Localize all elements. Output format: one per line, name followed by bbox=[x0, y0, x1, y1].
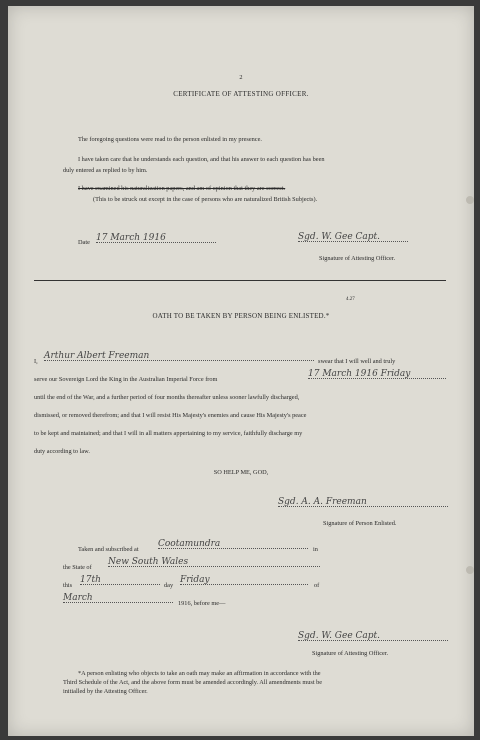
enlistee-name: Arthur Albert Freeman bbox=[44, 352, 314, 361]
weekday-value: Friday bbox=[180, 576, 308, 585]
oath-line6: duty according to law. bbox=[34, 448, 90, 455]
enlistment-date: 17 March 1916 Friday bbox=[308, 370, 446, 379]
struck-naturalization-line: I have examined his naturalization papers, and am of opinion that they are correct. bbox=[78, 185, 286, 192]
day-value: 17th bbox=[80, 576, 160, 585]
oath-closing: SO HELP ME, GOD, bbox=[213, 469, 269, 476]
signature-label: Signature of Attesting Officer. bbox=[319, 255, 396, 262]
day-label: day bbox=[164, 582, 174, 589]
oath-line3: until the end of the War, and a further period of four months thereafter unless sooner lawfully discharged, bbox=[34, 394, 300, 401]
oath-line4: dismissed, or removed therefrom; and that I will resist His Majesty's enemies and cause His Majesty's peace bbox=[34, 412, 307, 419]
section-divider bbox=[34, 280, 446, 281]
strike-out-note: (This to be struck out except in the case of persons who are naturalized British Subjects). bbox=[93, 196, 318, 203]
enlistment-place: Cootamundra bbox=[158, 540, 308, 549]
footnote-line1: *A person enlisting who objects to take an oath may make an affirmation in accordance with the bbox=[78, 670, 321, 677]
certificate-para2-line1: I have taken care that he understands each question, and that his answer to each question has been bbox=[78, 156, 325, 163]
attestation-page bbox=[8, 6, 474, 736]
oath-line1-end: swear that I will well and truly bbox=[318, 358, 396, 365]
state-label: the State of bbox=[63, 564, 92, 571]
attesting-officer-label: Signature of Attesting Officer. bbox=[312, 650, 389, 657]
punch-hole bbox=[466, 566, 474, 574]
certificate-para2-line2: duly entered as replied to by him. bbox=[63, 167, 148, 174]
person-signature: Sgd. A. A. Freeman bbox=[278, 498, 448, 507]
this-label: this bbox=[63, 582, 73, 589]
certificate-para1: The foregoing questions were read to the person enlisted in my presence. bbox=[78, 136, 262, 143]
attesting-officer-signature: Sgd. W. Gee Capt. bbox=[298, 632, 448, 641]
date-value: 17 March 1916 bbox=[96, 234, 216, 243]
footnote-line3: initialled by the Attesting Officer. bbox=[63, 688, 148, 695]
page-number: 2 bbox=[239, 74, 243, 81]
certificate-title: CERTIFICATE OF ATTESTING OFFICER. bbox=[173, 90, 309, 98]
footnote-line2: Third Schedule of the Act, and the above form must be amended accordingly. All amendments must be bbox=[63, 679, 323, 686]
margin-note: 4.27 bbox=[346, 297, 355, 302]
punch-hole bbox=[466, 196, 474, 204]
oath-line2: serve our Sovereign Lord the King in the Australian Imperial Force from bbox=[34, 376, 218, 383]
officer-signature: Sgd. W. Gee Capt. bbox=[298, 233, 408, 242]
oath-line5: to be kept and maintained; and that I will in all matters appertaining to my service, faithfully discharge my bbox=[34, 430, 303, 437]
oath-title: OATH TO BE TAKEN BY PERSON BEING ENLISTED.* bbox=[152, 312, 330, 320]
date-label: Date bbox=[78, 239, 90, 246]
state-value: New South Wales bbox=[108, 558, 320, 567]
person-signature-label: Signature of Person Enlisted. bbox=[323, 520, 397, 527]
month-value: March bbox=[63, 594, 173, 603]
taken-label: Taken and subscribed at bbox=[78, 546, 139, 553]
of-label: of bbox=[314, 582, 320, 589]
in-label: in bbox=[313, 546, 318, 553]
year-label: 1916, before me— bbox=[178, 600, 226, 607]
oath-line1-start: I, bbox=[34, 358, 38, 365]
